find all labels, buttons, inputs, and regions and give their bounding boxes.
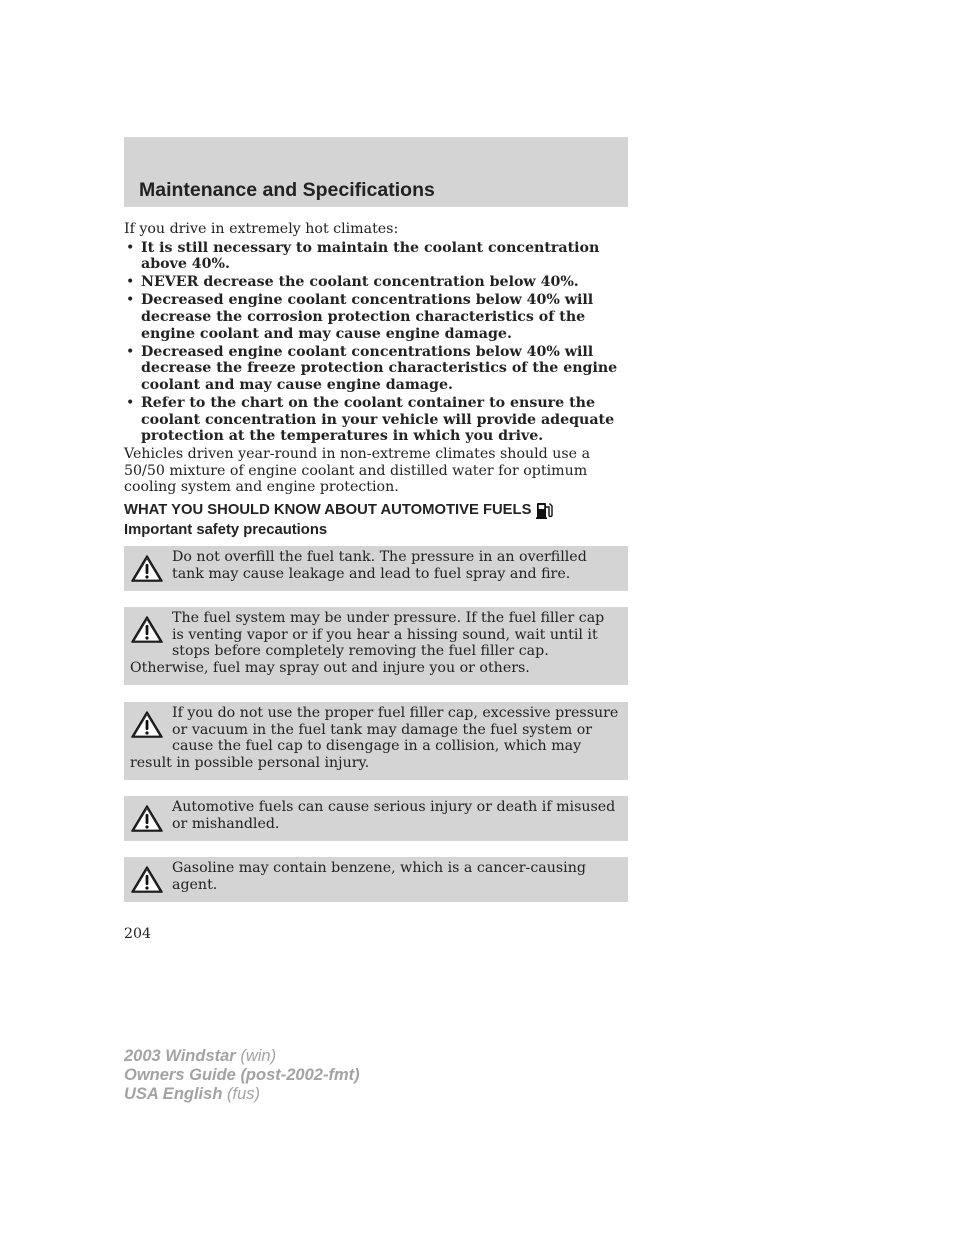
bullet-item: • Decreased engine coolant concentrations below 40% will decrease the freeze protection characteristics of the engine coolant and may cause engine damage. xyxy=(124,344,628,394)
footer-language: USA English xyxy=(124,1085,223,1103)
warning-triangle-icon xyxy=(130,710,164,740)
bullet-item: • NEVER decrease the coolant concentration below 40%. xyxy=(124,274,628,291)
bullet-item: • It is still necessary to maintain the coolant concentration above 40%. xyxy=(124,240,628,273)
fuels-heading-text: WHAT YOU SHOULD KNOW ABOUT AUTOMOTIVE FUELS xyxy=(124,502,532,518)
safety-subheading: Important safety precautions xyxy=(124,522,328,538)
footer-model-code: (win) xyxy=(240,1047,277,1065)
climate-paragraph: Vehicles driven year-round in non-extreme climates should use a 50/50 mixture of engine coolant and distilled water for optimum cooling system and engine protection. xyxy=(124,446,591,496)
main-content xyxy=(124,221,628,539)
bullet-item: • Refer to the chart on the coolant container to ensure the coolant concentration in your vehicle will provide adequate protection at the temperatures in which you drive. xyxy=(124,395,628,445)
page-number: 204 xyxy=(124,926,152,942)
footer-line-guide xyxy=(124,1066,360,1085)
warning-triangle-icon xyxy=(130,865,164,895)
warning-box xyxy=(124,546,628,591)
warning-box xyxy=(124,857,628,902)
section-title: Maintenance and Specifications xyxy=(139,179,435,201)
section-header-band xyxy=(124,137,628,207)
warning-triangle-icon xyxy=(130,554,164,584)
warning-triangle-icon xyxy=(130,615,164,645)
warning-box xyxy=(124,607,628,685)
bullet-item: • Decreased engine coolant concentrations below 40% will decrease the corrosion protection characteristics of the engine coolant and may cause engine damage. xyxy=(124,292,628,342)
warning-text: If you do not use the proper fuel filler cap, excessive pressure or vacuum in the fuel tank may damage the fuel system or cause the fuel cap to disengage in a collision, which may result in possible personal injury. xyxy=(130,705,619,771)
document-footer xyxy=(124,1047,360,1104)
warning-text: The fuel system may be under pressure. If the fuel filler cap is venting vapor or if you hear a hissing sound, wait until it stops before completely removing the fuel filler cap. Otherwise, fuel may spray out and injure you or others. xyxy=(130,610,605,676)
warning-triangle-icon xyxy=(130,804,164,834)
coolant-bullet-list xyxy=(124,240,628,445)
warning-text: Gasoline may contain benzene, which is a cancer-causing agent. xyxy=(172,860,586,893)
footer-guide: Owners Guide (post-2002-fmt) xyxy=(124,1066,360,1084)
footer-model: 2003 Windstar xyxy=(124,1047,236,1065)
intro-text: If you drive in extremely hot climates: xyxy=(124,221,399,237)
footer-line-language xyxy=(124,1085,360,1104)
warning-text: Automotive fuels can cause serious injury or death if misused or mishandled. xyxy=(172,799,616,832)
footer-language-code: (fus) xyxy=(227,1085,260,1103)
fuels-heading xyxy=(124,501,628,519)
footer-line-model xyxy=(124,1047,360,1066)
warning-text: Do not overfill the fuel tank. The pressure in an overfilled tank may cause leakage and lead to fuel spray and fire. xyxy=(172,549,587,582)
warning-box xyxy=(124,796,628,841)
fuel-pump-icon xyxy=(536,501,553,519)
warning-box xyxy=(124,702,628,780)
